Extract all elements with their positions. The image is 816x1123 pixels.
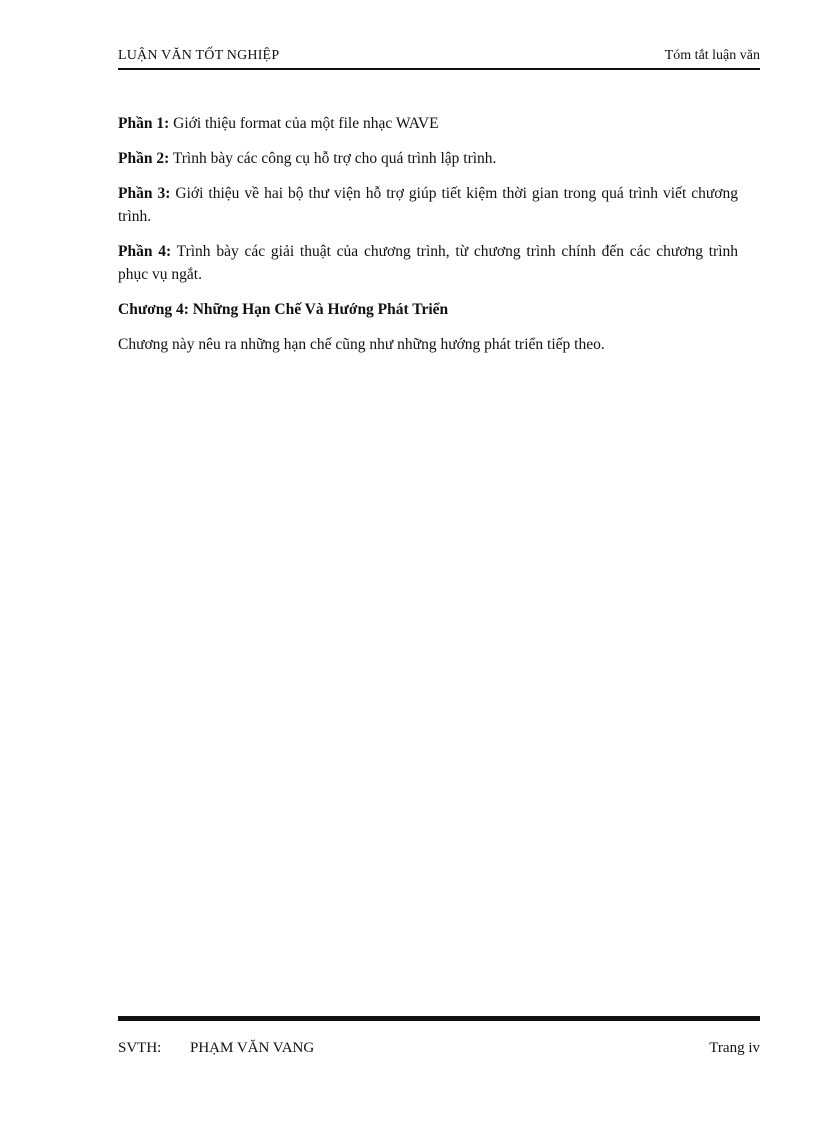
paragraph-part-1 bbox=[118, 112, 738, 135]
part-text: Giới thiệu về hai bộ thư viện hỗ trợ giúp tiết kiệm thời gian trong quá trình viết chương trình. bbox=[118, 185, 738, 225]
part-text: Giới thiệu format của một file nhạc WAVE bbox=[169, 115, 439, 132]
part-label: Phần 2: bbox=[118, 150, 170, 167]
footer-page-number: Trang iv bbox=[709, 1040, 760, 1056]
part-text: Trình bày các giải thuật của chương trình, từ chương trình chính đến các chương trình phục vụ ngắt. bbox=[118, 243, 738, 283]
footer-divider bbox=[118, 1016, 760, 1021]
footer-student-name: PHẠM VĂN VANG bbox=[190, 1040, 315, 1056]
part-label: Phần 4: bbox=[118, 243, 172, 260]
part-text: Trình bày các công cụ hỗ trợ cho quá trình lập trình. bbox=[169, 150, 497, 167]
paragraph-part-3 bbox=[118, 182, 738, 228]
footer-svth-label: SVTH: bbox=[118, 1040, 162, 1056]
paragraph-part-4 bbox=[118, 240, 738, 286]
page-header bbox=[118, 46, 760, 70]
header-section-title: Tóm tắt luận văn bbox=[664, 48, 760, 63]
part-label: Phần 3: bbox=[118, 185, 171, 202]
page-content bbox=[118, 112, 738, 368]
chapter-heading: Chương 4: Những Hạn Chế Và Hướng Phát Triển bbox=[118, 301, 449, 318]
header-thesis-title: LUẬN VĂN TỐT NGHIỆP bbox=[118, 48, 280, 63]
paragraph-part-2 bbox=[118, 147, 738, 170]
chapter-paragraph: Chương này nêu ra những hạn chế cũng như những hướng phát triển tiếp theo. bbox=[118, 336, 605, 353]
part-label: Phần 1: bbox=[118, 115, 170, 132]
